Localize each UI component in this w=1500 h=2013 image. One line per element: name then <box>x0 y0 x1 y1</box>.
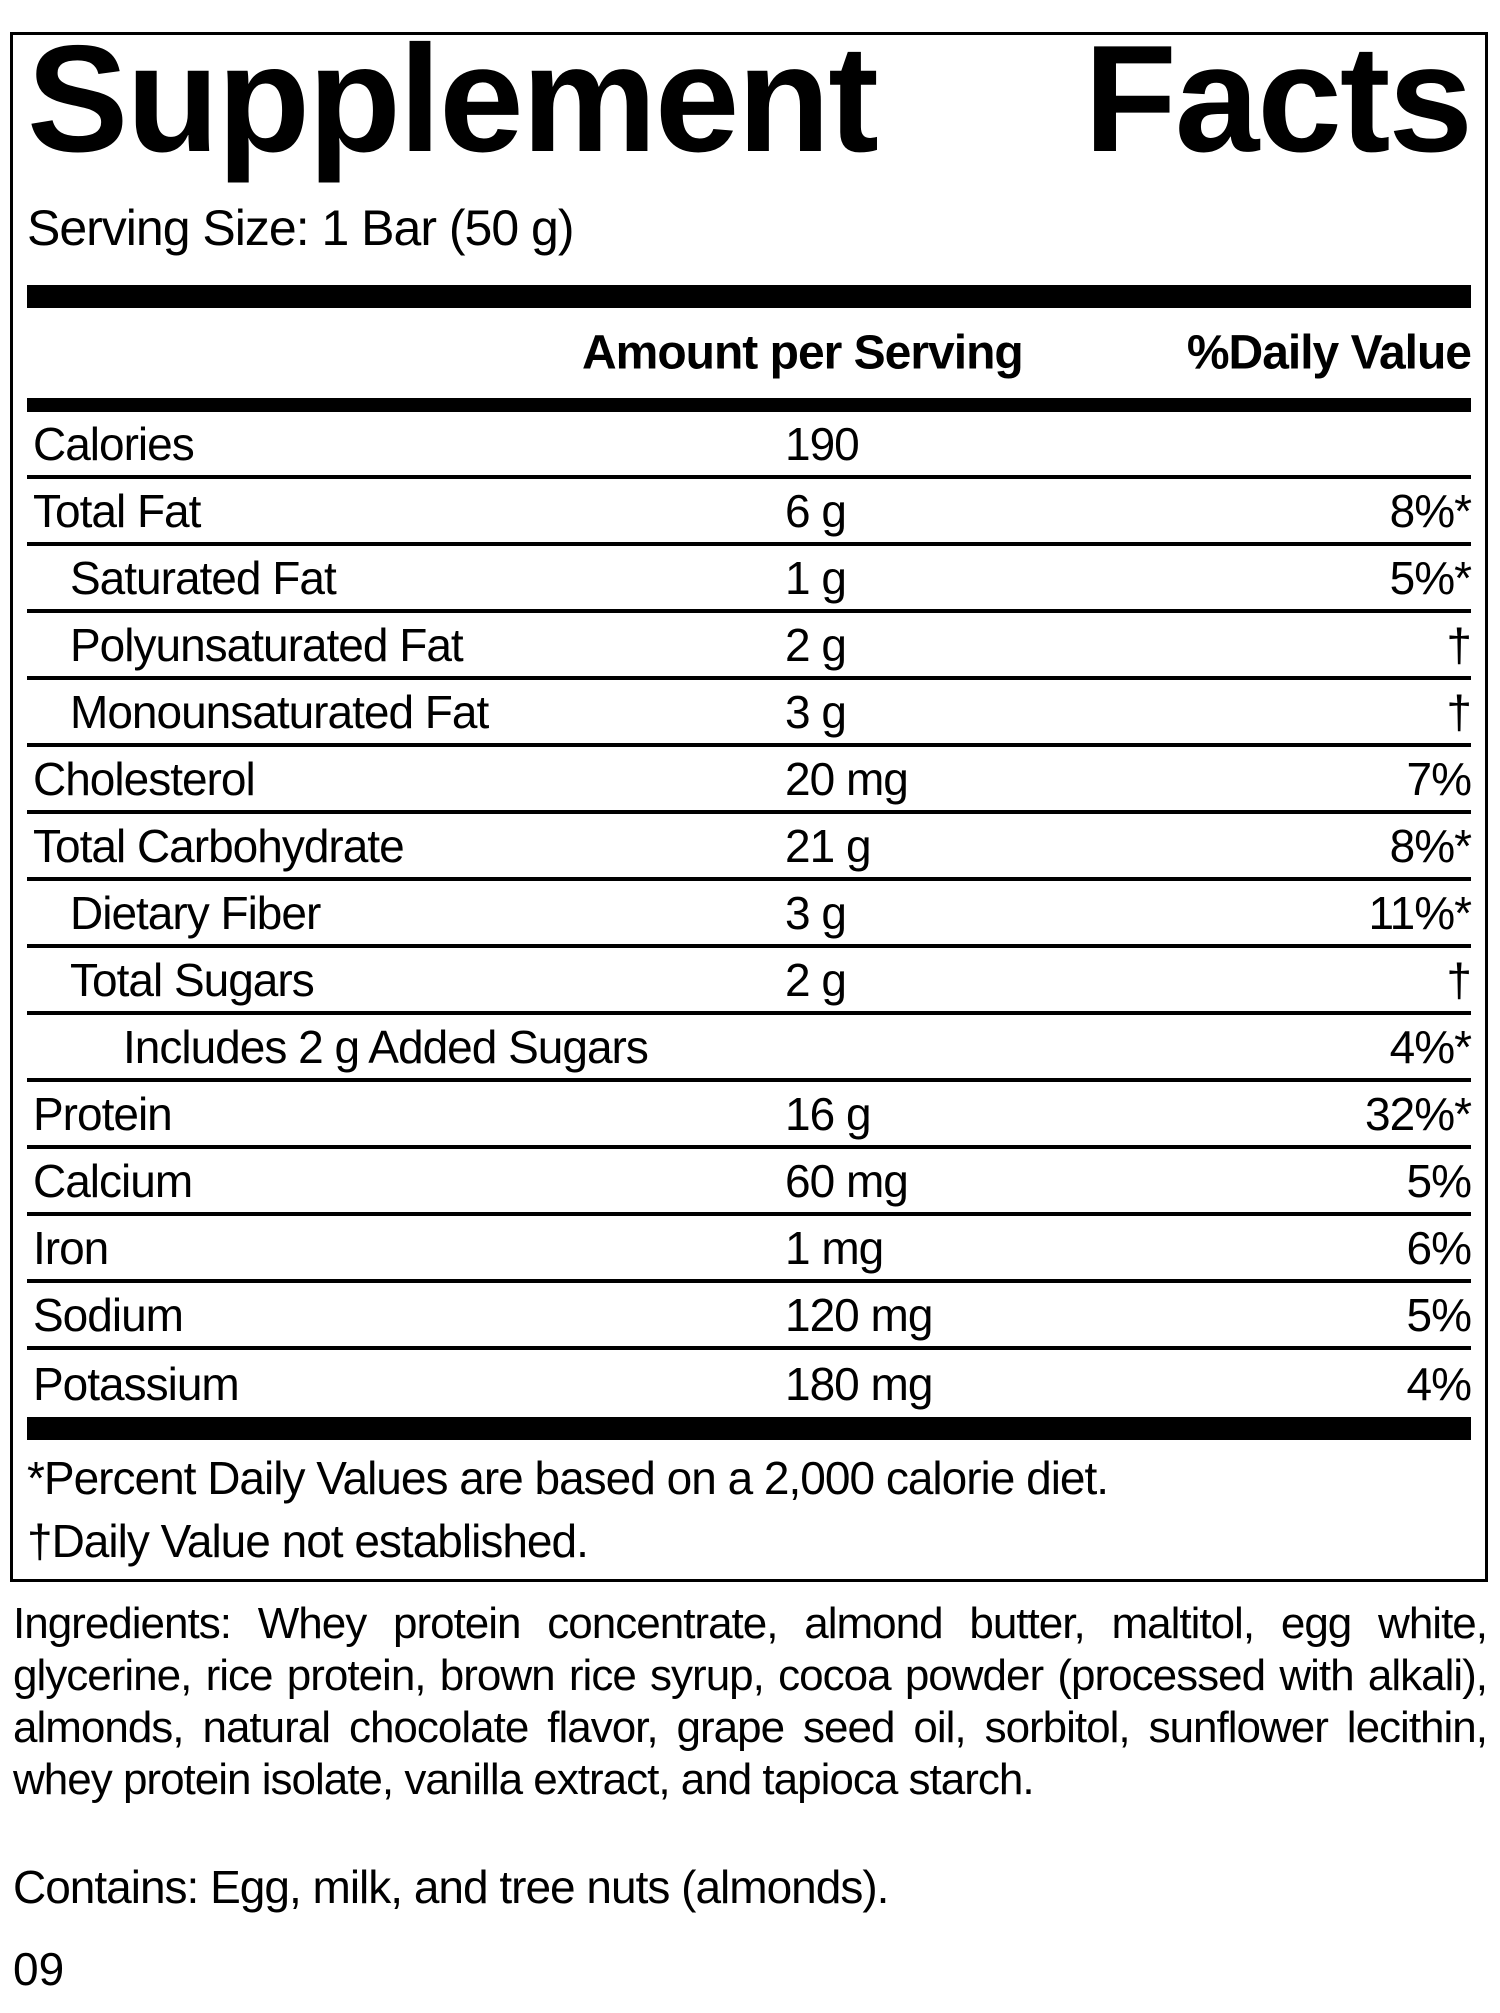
footnote-dagger: †Daily Value not established. <box>27 1515 588 1568</box>
table-row <box>27 814 1471 881</box>
nutrient-daily-value: 4%* <box>1389 1020 1471 1073</box>
nutrient-daily-value: 8%* <box>1389 819 1471 872</box>
table-row <box>27 1149 1471 1216</box>
table-row <box>27 881 1471 948</box>
nutrient-name: Polyunsaturated Fat <box>70 618 463 671</box>
ingredients-paragraph: Ingredients: Whey protein concentrate, almond butter, maltitol, egg white, glycerine, rice protein, brown rice syrup, cocoa powder (processed with alkali), almonds, natural chocolate flavor, grape seed oil, sorbitol, sunflower lecithin, whey protein isolate, vanilla extract, and tapioca starch. <box>13 1599 1487 1804</box>
column-header-row <box>27 308 1471 398</box>
nutrient-amount: 2 g <box>785 618 846 671</box>
table-row <box>27 680 1471 747</box>
nutrient-amount: 16 g <box>785 1087 871 1140</box>
nutrient-daily-value: 32%* <box>1365 1087 1471 1140</box>
nutrient-daily-value: † <box>1446 685 1471 738</box>
panel-title-word-right: Facts <box>1083 14 1471 184</box>
nutrient-name: Total Sugars <box>70 953 314 1006</box>
divider-bar-thick-top <box>27 285 1471 308</box>
nutrient-name: Total Carbohydrate <box>33 819 404 872</box>
supplement-facts-panel <box>10 14 1488 1582</box>
nutrient-daily-value: † <box>1446 953 1471 1006</box>
nutrient-amount: 20 mg <box>785 752 908 805</box>
table-row <box>27 948 1471 1015</box>
nutrient-daily-value: 5% <box>1406 1154 1471 1207</box>
nutrient-amount: 180 mg <box>785 1357 933 1410</box>
nutrient-daily-value: 6% <box>1406 1221 1471 1274</box>
nutrient-amount: 21 g <box>785 819 871 872</box>
table-row <box>27 1350 1471 1417</box>
nutrient-name: Total Fat <box>33 484 201 537</box>
nutrient-name: Cholesterol <box>33 752 255 805</box>
nutrient-daily-value: 4% <box>1406 1357 1471 1410</box>
panel-title-word-left: Supplement <box>27 14 877 184</box>
table-row <box>27 747 1471 814</box>
table-row <box>27 1082 1471 1149</box>
nutrient-name: Dietary Fiber <box>70 886 321 939</box>
table-row <box>27 1015 1471 1082</box>
nutrient-amount: 1 g <box>785 551 846 604</box>
divider-bar-medium <box>27 398 1471 412</box>
nutrient-rows <box>27 412 1471 1417</box>
daily-value-header: %Daily Value <box>1186 326 1471 380</box>
table-row <box>27 479 1471 546</box>
amount-per-serving-header: Amount per Serving <box>582 326 1023 380</box>
nutrient-name: Saturated Fat <box>70 551 336 604</box>
nutrient-daily-value: 11%* <box>1368 886 1471 939</box>
nutrient-name: Monounsaturated Fat <box>70 685 489 738</box>
nutrient-name: Protein <box>33 1087 172 1140</box>
table-row <box>27 546 1471 613</box>
nutrient-amount: 1 mg <box>785 1221 884 1274</box>
divider-bar-thick-bottom <box>27 1417 1471 1440</box>
nutrient-daily-value: 8%* <box>1389 484 1471 537</box>
nutrient-daily-value: † <box>1446 618 1471 671</box>
nutrient-daily-value: 5%* <box>1389 551 1471 604</box>
nutrient-daily-value: 5% <box>1406 1288 1471 1341</box>
nutrient-name: Potassium <box>33 1357 239 1410</box>
nutrient-amount: 120 mg <box>785 1288 933 1341</box>
table-row <box>27 613 1471 680</box>
nutrient-amount: 2 g <box>785 953 846 1006</box>
nutrient-amount: 60 mg <box>785 1154 908 1207</box>
label-code: 09 <box>13 1943 65 1995</box>
nutrient-amount: 6 g <box>785 484 846 537</box>
table-row <box>27 1283 1471 1350</box>
footnote-daily-values: *Percent Daily Values are based on a 2,000 calorie diet. <box>27 1452 1109 1504</box>
nutrient-name: Iron <box>33 1221 109 1274</box>
allergen-contains-line: Contains: Egg, milk, and tree nuts (almonds). <box>13 1861 889 1913</box>
footnotes <box>27 1454 1471 1566</box>
nutrient-name: Includes 2 g Added Sugars <box>123 1020 648 1073</box>
nutrient-name: Calcium <box>33 1154 193 1207</box>
nutrient-daily-value: 7% <box>1406 752 1471 805</box>
nutrient-name: Sodium <box>33 1288 183 1341</box>
nutrient-amount: 3 g <box>785 685 846 738</box>
nutrient-name: Calories <box>33 417 194 470</box>
table-row <box>27 412 1471 479</box>
nutrient-amount: 190 <box>785 417 859 470</box>
serving-size-line: Serving Size: 1 Bar (50 g) <box>27 200 574 256</box>
nutrient-amount: 3 g <box>785 886 846 939</box>
table-row <box>27 1216 1471 1283</box>
panel-title <box>27 14 1471 184</box>
